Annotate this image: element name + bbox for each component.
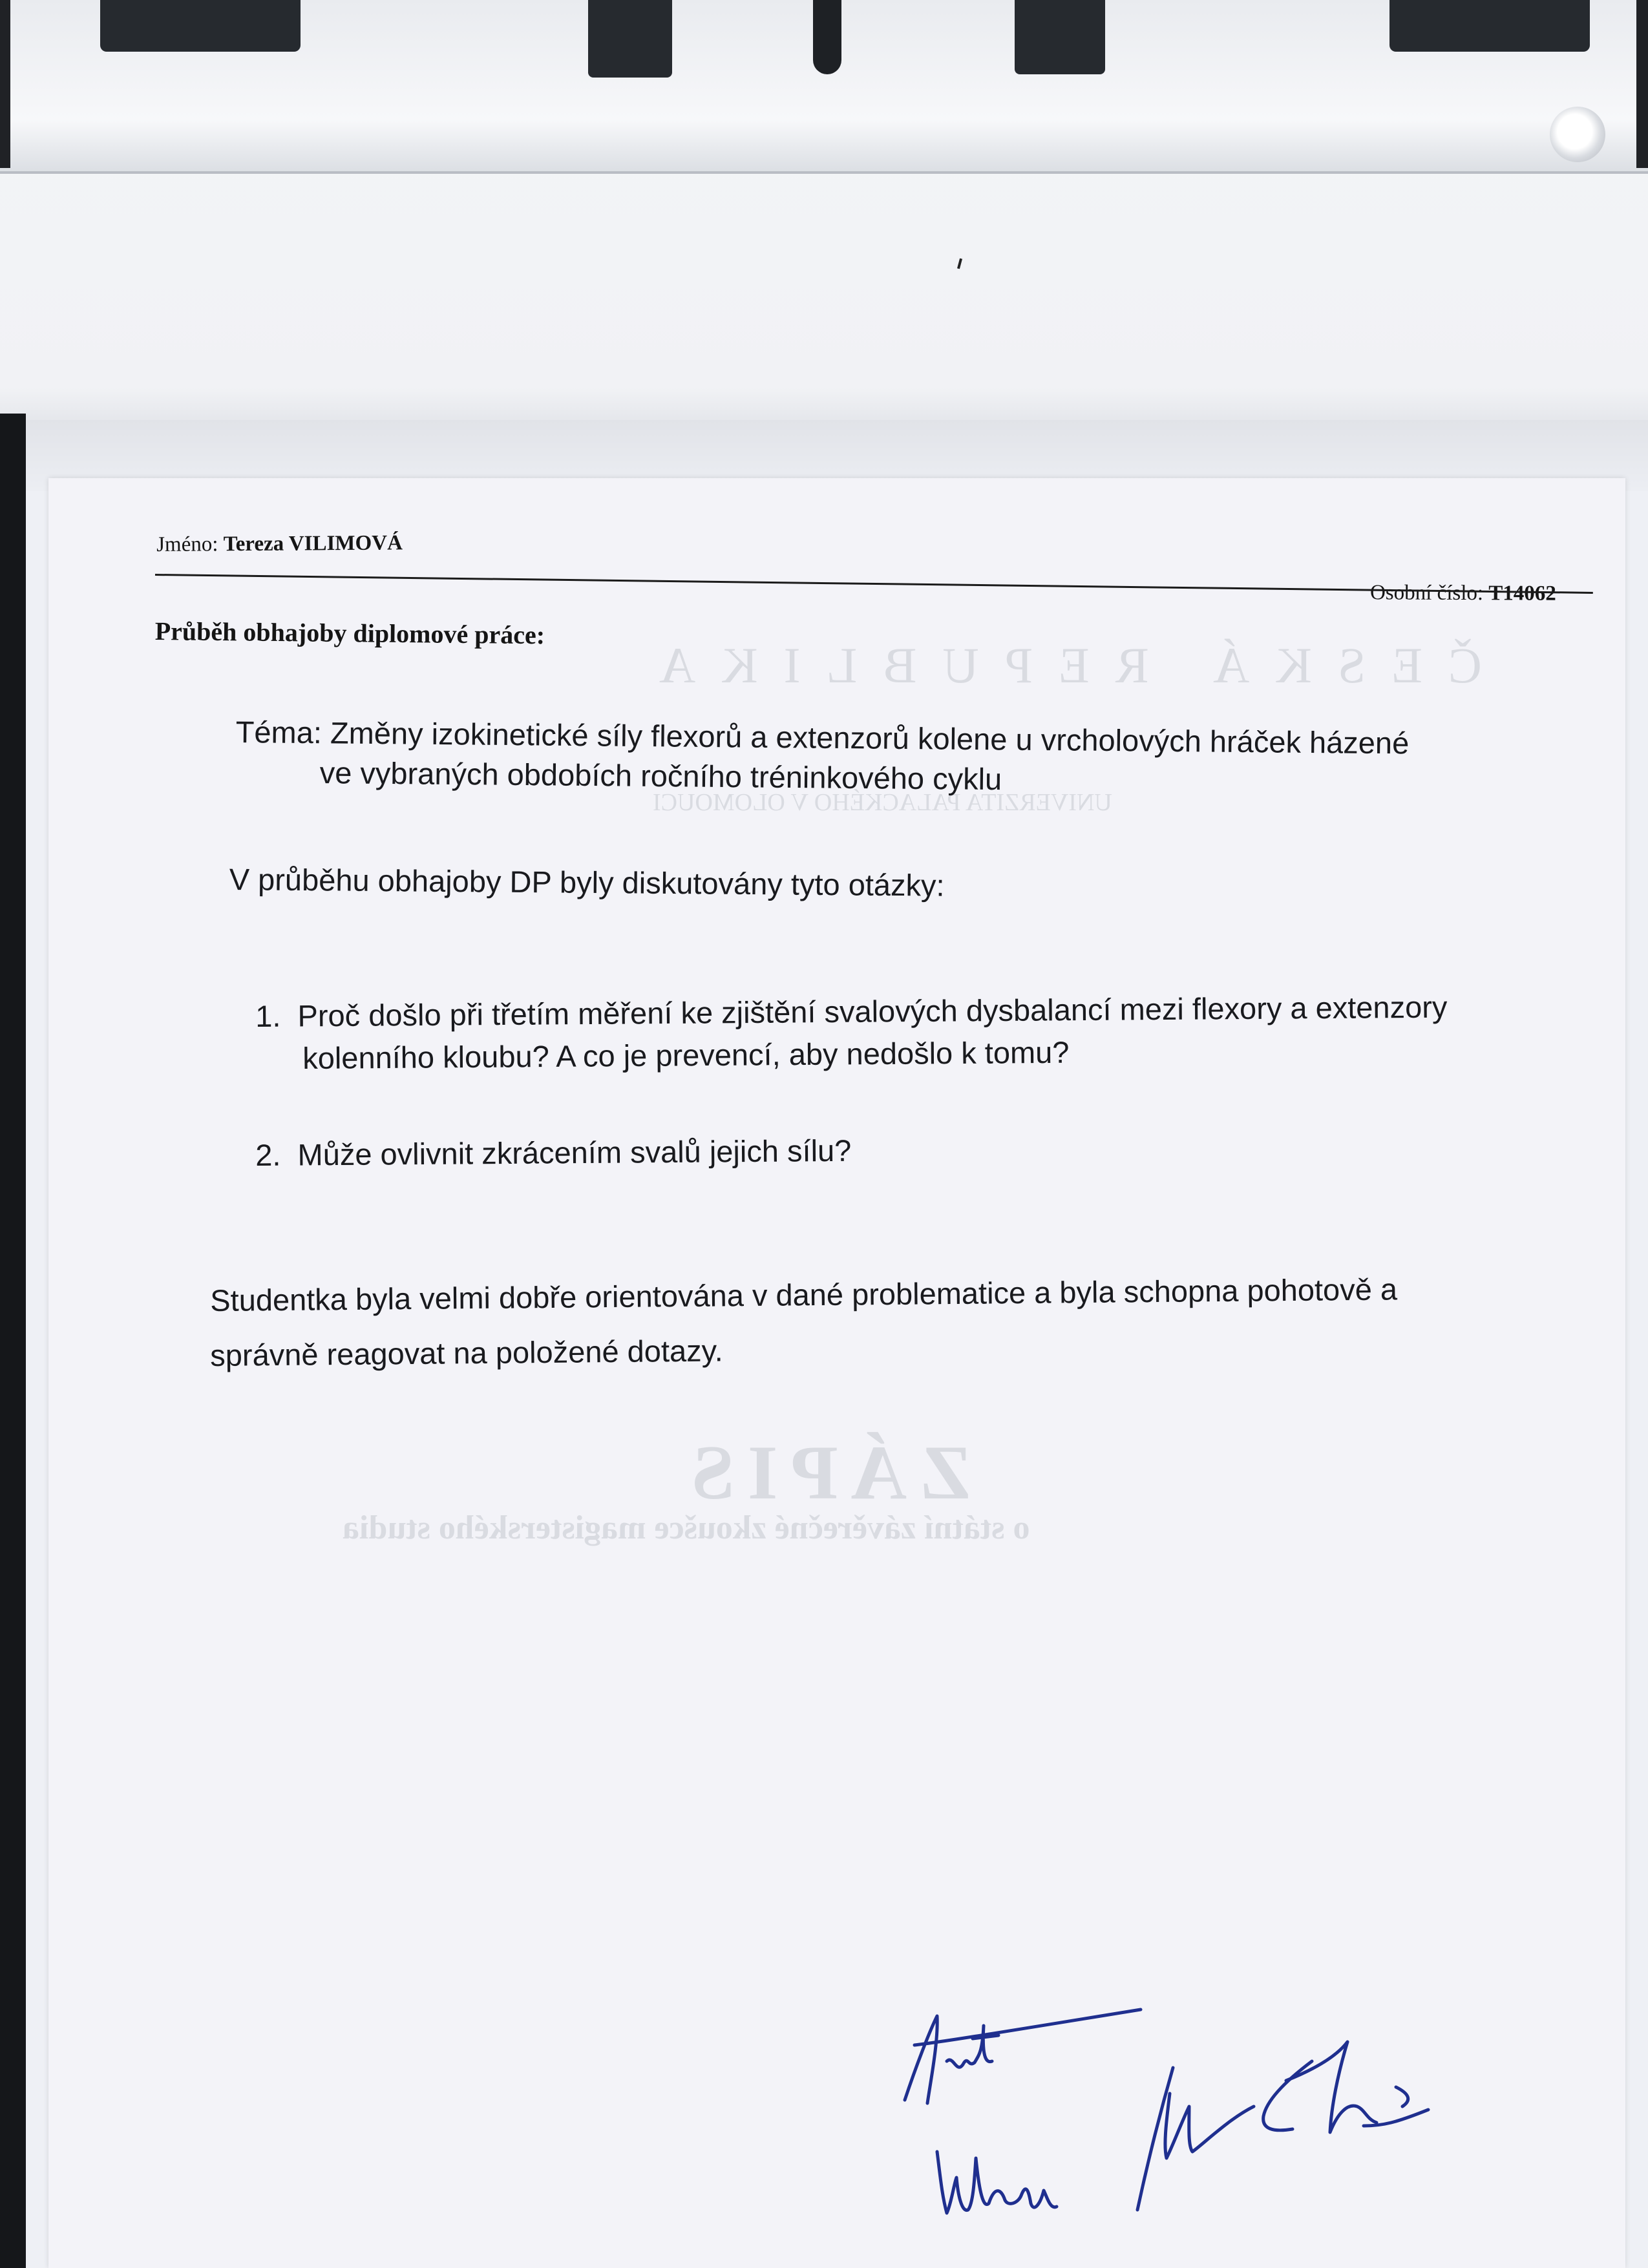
scanner-clip-2: [588, 0, 672, 78]
show-through-text: ZÁPIS: [679, 1429, 972, 1515]
show-through-text: UNIVERZITA PALACKÉHO V OLOMOUCI: [653, 789, 1112, 816]
scanner-clip-3: [1015, 0, 1105, 74]
topic-line-2: ve vybraných obdobích ročního tréninkového cyklu: [319, 755, 1002, 797]
personal-id-label: Osobní číslo:: [1369, 581, 1484, 605]
personal-id-field: [1370, 581, 1556, 606]
scanner-knob: [1550, 107, 1605, 162]
conclusion-line-2: správně reagovat na položené dotazy.: [210, 1333, 723, 1372]
question-2: [255, 1133, 851, 1173]
show-through-text: o státní závěrečné zkoušce magisterského studia: [343, 1509, 1030, 1546]
scanner-dark-edge: [0, 414, 26, 2268]
question-number: 2.: [255, 1137, 281, 1172]
scanner-clip-4: [1389, 0, 1590, 52]
scanner-frame-left: [0, 0, 10, 168]
show-through-text: ČESKÁ REPUBLIKA: [633, 637, 1482, 693]
scanner-pin: [813, 0, 841, 74]
question-text: Může ovlivnit zkrácením svalů jejich sílu?: [297, 1133, 852, 1172]
question-number: 1.: [255, 998, 281, 1033]
personal-id: T14062: [1488, 582, 1556, 605]
student-name: Tereza VILIMOVÁ: [223, 531, 403, 556]
scanner-frame-right: [1636, 0, 1648, 168]
scanner-lid-hinge: [0, 0, 1648, 174]
question-text: Proč došlo při třetím měření ke zjištění svalových dysbalancí mezi flexory a extenzory: [297, 989, 1448, 1033]
question-1-continuation: kolenního kloubu? A co je prevencí, aby nedošlo k tomu?: [302, 1034, 1070, 1075]
student-name-label: Jméno:: [156, 532, 218, 556]
questions-intro: V průběhu obhajoby DP byly diskutovány tyto otázky:: [229, 862, 945, 903]
conclusion-line-1: Studentka byla velmi dobře orientována v dané problematice a byla schopna pohotově a: [210, 1272, 1398, 1318]
student-name-field: [156, 531, 403, 557]
section-heading: Průběh obhajoby diplomové práce:: [154, 616, 545, 650]
handwritten-signature-right: [1125, 1997, 1525, 2229]
handwritten-signature-left: [892, 1990, 1163, 2262]
topic-line-1: Téma: Změny izokinetické síly flexorů a extenzorů kolene u vrcholových hráček házené: [235, 715, 1410, 761]
scanner-clip-1: [100, 0, 301, 52]
